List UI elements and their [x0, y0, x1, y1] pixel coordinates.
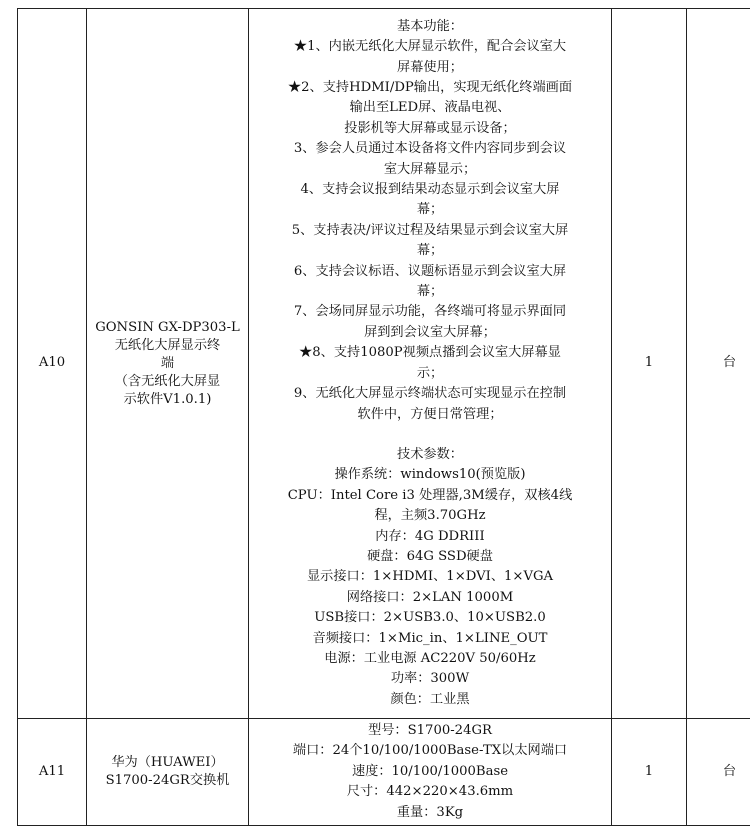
- item-spec-line: 投影机等大屏幕或显示设备；: [344, 120, 516, 136]
- table-row: [18, 719, 750, 826]
- item-spec-line: CPU：Intel Core i3 处理器,3M缓存，双核4线: [287, 487, 573, 503]
- item-spec-line: 音频接口：1×Mic_in、1×LINE_OUT: [312, 630, 548, 646]
- item-spec-line: 屏幕使用；: [397, 59, 463, 75]
- item-spec-line: 颜色：工业黑: [390, 691, 470, 707]
- item-id: A11: [38, 763, 66, 779]
- item-spec-line: 软件中，方便日常管理；: [357, 406, 503, 422]
- item-spec-line: 示；: [416, 365, 444, 381]
- item-spec-line: 程，主频3.70GHz: [374, 508, 486, 524]
- item-spec-line: 尺寸：442×220×43.6mm: [346, 784, 514, 800]
- item-spec-line: 幕；: [416, 243, 444, 259]
- item-unit-cell: [687, 9, 750, 719]
- item-spec-line: 屏到到会议室大屏幕；: [364, 324, 496, 340]
- item-spec-line: ★2、支持HDMI/DP输出，实现无纸化终端画面: [287, 80, 573, 96]
- item-spec-line: 型号：S1700-24GR: [368, 722, 492, 738]
- table-row: [18, 9, 750, 719]
- item-name-line: 示软件V1.0.1): [123, 391, 212, 407]
- item-spec-line: 硬盘：64G SSD硬盘: [367, 548, 493, 564]
- item-name-line: 端: [160, 355, 175, 371]
- item-spec-cell: [249, 719, 612, 826]
- item-name-line: （含无纸化大屏显: [114, 373, 221, 389]
- item-qty: 1: [644, 763, 654, 779]
- item-spec-line: 端口：24个10/100/1000Base-TX以太网端口: [292, 743, 568, 759]
- item-spec-line: 输出至LED屏、液晶电视、: [349, 100, 511, 116]
- item-unit: 台: [722, 763, 737, 779]
- item-spec-cell: [249, 9, 612, 719]
- item-spec-line: 4、支持会议报到结果动态显示到会议室大屏: [300, 182, 560, 198]
- spec-table-body: [18, 9, 750, 826]
- item-spec-line: 基本功能：: [397, 18, 463, 34]
- item-name-cell: [87, 9, 249, 719]
- item-spec-line: 7、会场同屏显示功能，各终端可将显示界面同: [293, 304, 567, 320]
- item-name-cell: [87, 719, 249, 826]
- item-spec-line: 网络接口：2×LAN 1000M: [346, 589, 514, 605]
- item-qty-cell: [612, 719, 687, 826]
- item-id: A10: [38, 355, 66, 371]
- blank-line: [253, 425, 607, 445]
- item-spec-line: 显示接口：1×HDMI、1×DVI、1×VGA: [306, 569, 554, 585]
- item-spec-line: 5、支持表决/评议过程及结果显示到会议室大屏: [291, 222, 569, 238]
- item-spec-line: 技术参数：: [397, 446, 463, 462]
- item-spec-line: 幕；: [416, 284, 444, 300]
- item-unit: 台: [722, 355, 737, 371]
- item-spec-line: 6、支持会议标语、议题标语显示到会议室大屏: [293, 263, 567, 279]
- item-spec-line: 速度：10/100/1000Base: [351, 763, 509, 779]
- item-name-line: 华为（HUAWEI）: [111, 755, 224, 770]
- item-spec-line: 功率：300W: [390, 671, 470, 687]
- item-spec-line: USB接口：2×USB3.0、10×USB2.0: [314, 610, 546, 626]
- item-unit-cell: [687, 719, 750, 826]
- item-spec-line: 9、无纸化大屏显示终端状态可实现显示在控制: [293, 386, 567, 402]
- item-qty-cell: [612, 9, 687, 719]
- item-spec-line: 操作系统：windows10(预览版): [334, 467, 526, 483]
- item-name-line: GONSIN GX-DP303-L: [95, 319, 240, 335]
- item-qty: 1: [644, 355, 654, 371]
- item-spec-line: 重量：3Kg: [396, 804, 464, 820]
- item-id-cell: [18, 719, 87, 826]
- item-spec-line: 内存：4G DDRIII: [375, 528, 485, 544]
- item-spec-line: 幕；: [416, 202, 444, 218]
- spec-table: [17, 8, 750, 826]
- item-spec-line: ★8、支持1080P视频点播到会议室大屏幕显: [299, 345, 561, 361]
- item-name-line: S1700-24GR交换机: [105, 773, 230, 788]
- item-spec-line: 电源：工业电源 AC220V 50/60Hz: [324, 650, 536, 666]
- item-spec-line: ★1、内嵌无纸化大屏显示软件，配合会议室大: [293, 39, 567, 55]
- item-spec-line: 室大屏幕显示；: [383, 161, 477, 177]
- item-id-cell: [18, 9, 87, 719]
- item-name-line: 无纸化大屏显示终: [114, 337, 221, 353]
- item-spec-line: 3、参会人员通过本设备将文件内容同步到会议: [293, 141, 567, 157]
